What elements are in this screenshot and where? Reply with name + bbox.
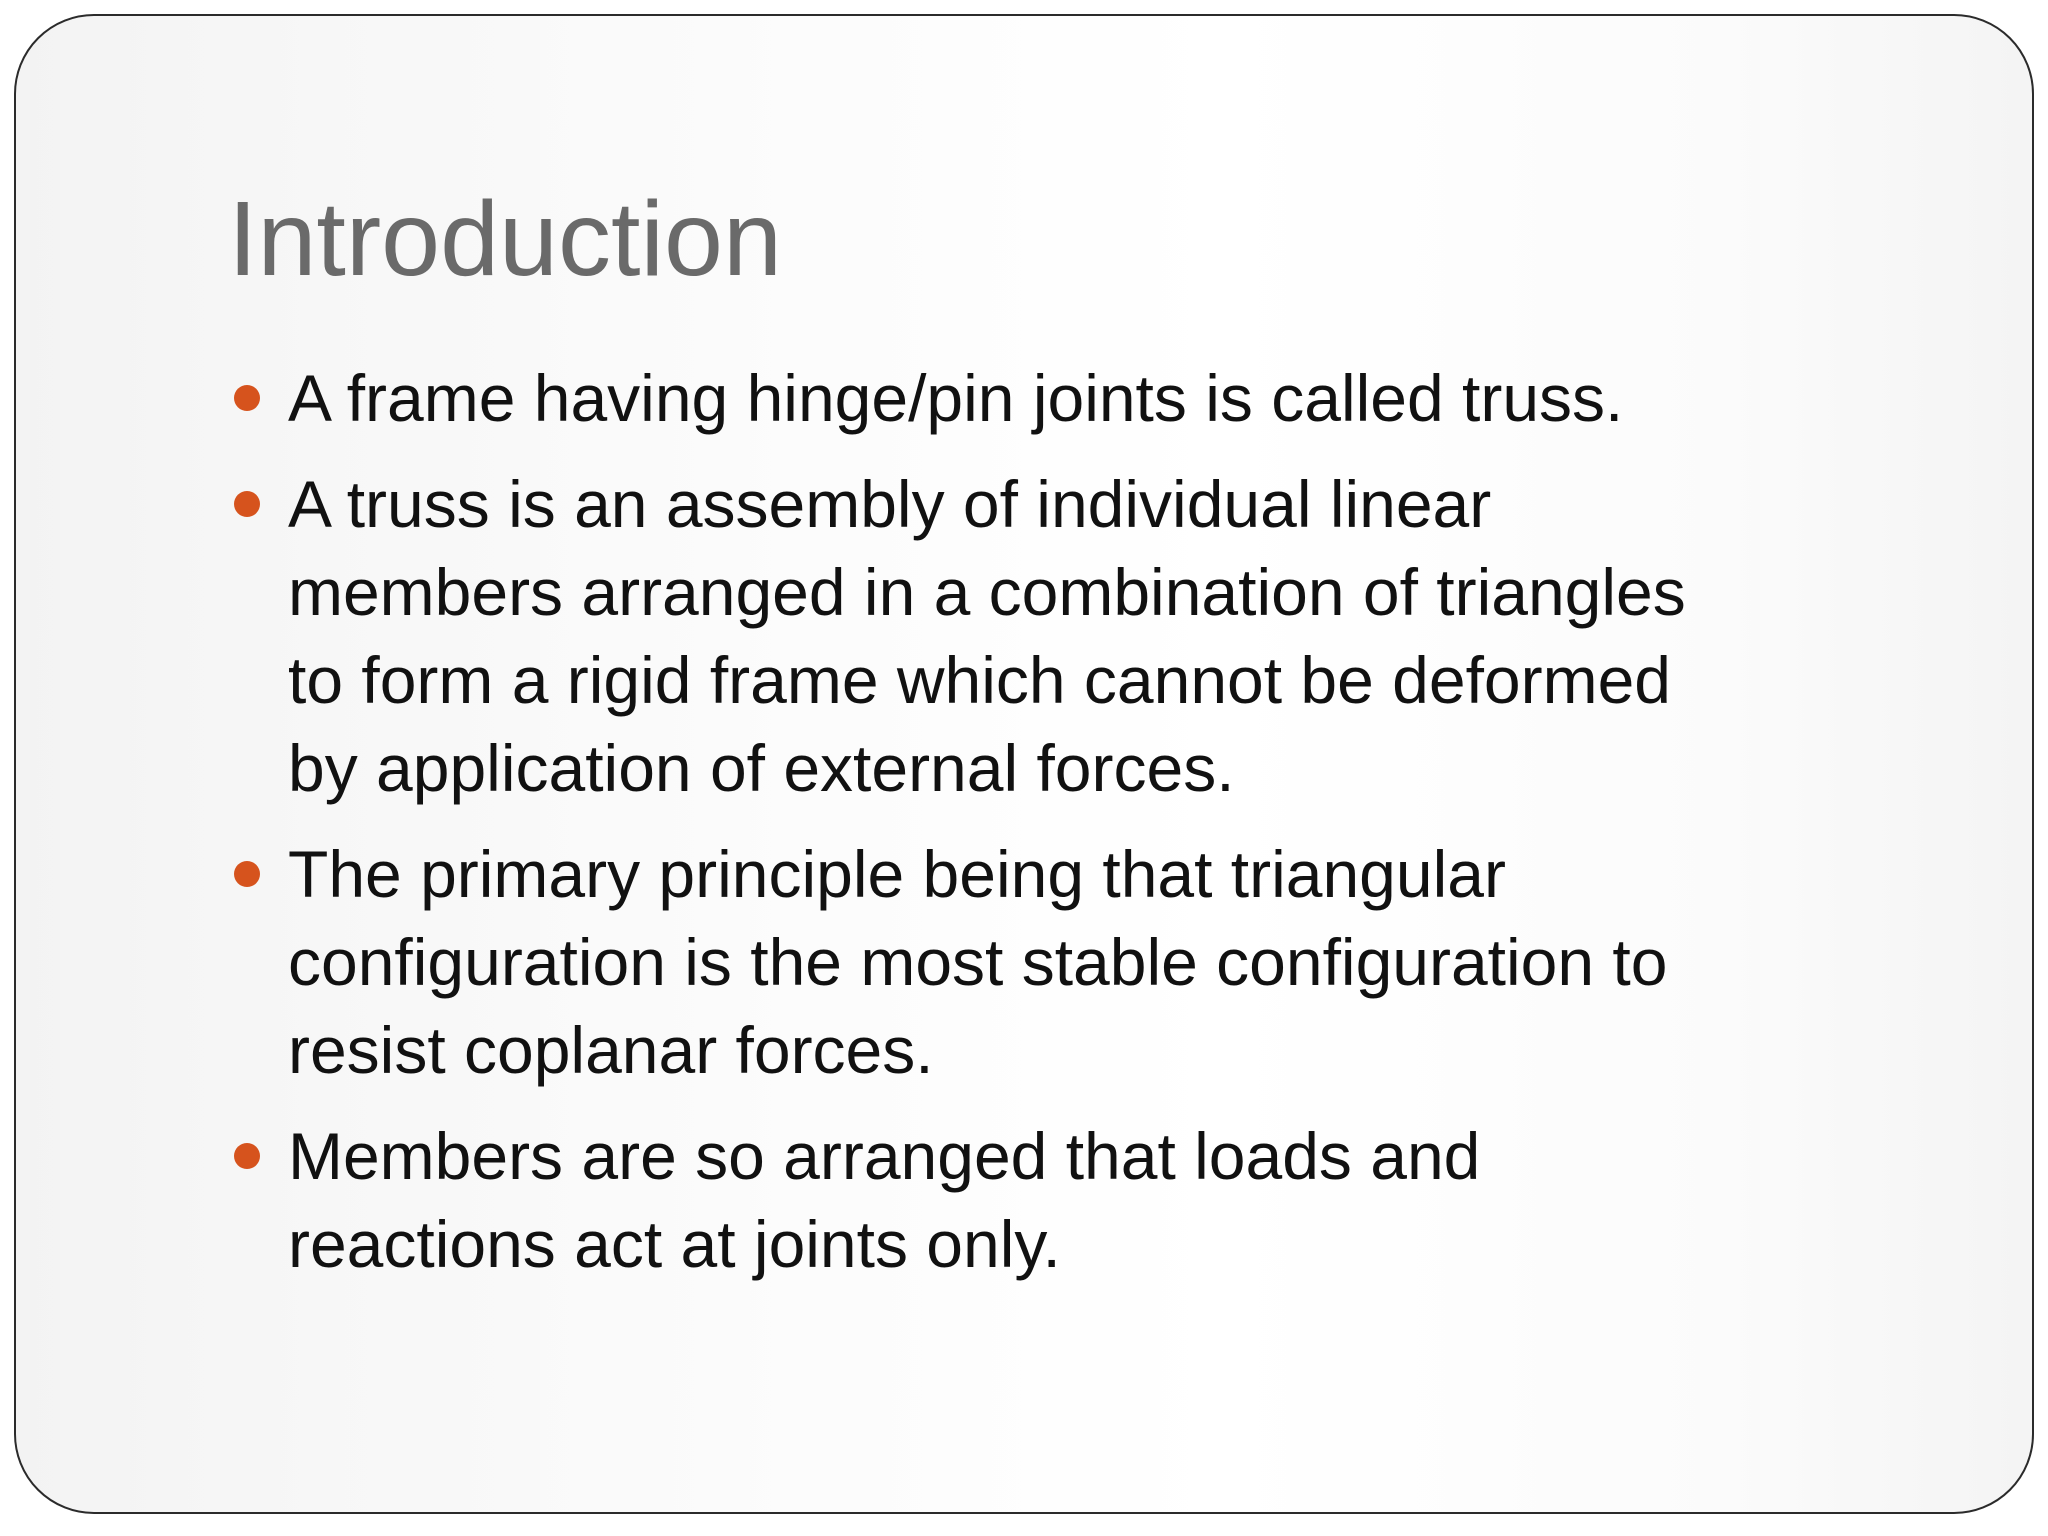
bullet-list [228,354,1908,1306]
bullet-item [228,354,1908,442]
bullet-dot-icon [234,385,260,411]
bullet-line: A truss is an assembly of individual linear [288,467,1492,541]
bullet-text [288,354,1908,442]
bullet-item [228,830,1908,1094]
bullet-item [228,460,1908,812]
bullet-line: The primary principle being that triangular [288,837,1506,911]
bullet-dot-icon [234,861,260,887]
bullet-line: resist coplanar forces. [288,1013,934,1087]
bullet-dot-icon [234,491,260,517]
bullet-line: configuration is the most stable configuration to [288,925,1668,999]
slide-title: Introduction [228,180,782,298]
bullet-dot-icon [234,1143,260,1169]
bullet-line: by application of external forces. [288,731,1235,805]
bullet-line: to form a rigid frame which cannot be deformed [288,643,1672,717]
bullet-line: A frame having hinge/pin joints is called truss. [288,361,1624,435]
bullet-line: Members are so arranged that loads and [288,1119,1481,1193]
bullet-line: reactions act at joints only. [288,1207,1061,1281]
bullet-text [288,1112,1908,1288]
bullet-text [288,830,1908,1094]
slide [14,14,2034,1514]
bullet-text [288,460,1908,812]
bullet-line: members arranged in a combination of triangles [288,555,1686,629]
bullet-item [228,1112,1908,1288]
